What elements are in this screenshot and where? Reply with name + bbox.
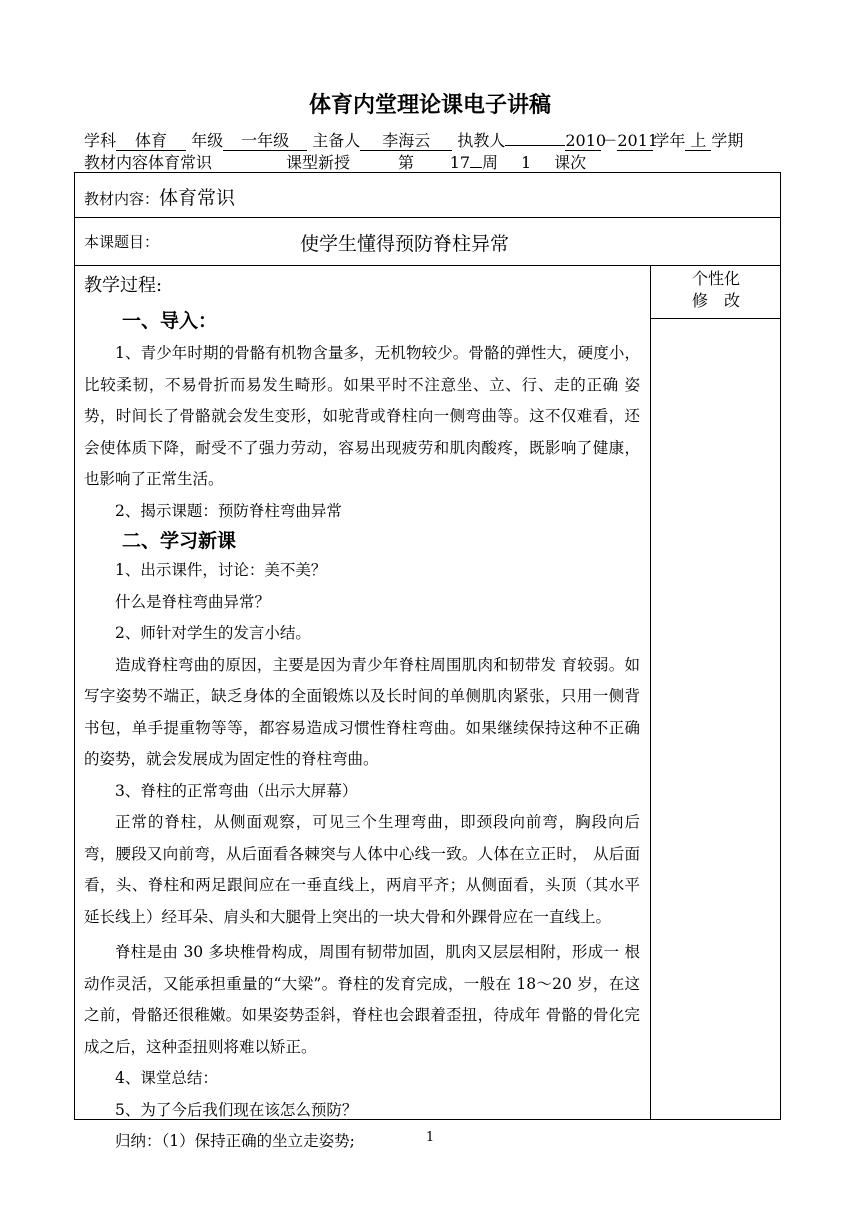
teacher-value (505, 145, 565, 146)
year-start: 2010 (565, 131, 607, 150)
lesson-label: 课次 (554, 153, 587, 172)
column-divider (650, 265, 651, 1120)
meta-line-1 (84, 128, 784, 151)
row2-value: 使学生懂得预防脊柱异常 (300, 233, 510, 255)
paragraph-8: 正常的脊柱，从侧面观察，可见三个生理弯曲，即颈段向前弯，胸段向后弯，腰段又向前弯，从后面看各棘突与人体中心线一致。人体在立正时， 从后面看，头、脊柱和两足跟间应在一垂直线上，两肩平齐；从侧面看，头顶（其水平延长线上）经耳朵、肩头和大腿骨上突出的一块大骨和外踝骨应在一直线上。 (84, 813, 640, 926)
subject-value: 体育 (116, 131, 186, 151)
preparer-value: 李海云 (360, 131, 452, 151)
lesson-value: 1 (498, 153, 554, 173)
row1-label: 教材内容： (84, 190, 160, 208)
year-dash: － (601, 131, 618, 150)
teaching-process (84, 268, 640, 1158)
grade-value: 一年级 (223, 131, 307, 151)
week-value: 17 (414, 153, 470, 173)
content-value: 体育常识 (148, 153, 278, 173)
semester-label: 学期 (711, 131, 744, 150)
content-label: 教材内容 (84, 153, 149, 172)
row-content (84, 183, 235, 210)
week-label: 周 (482, 153, 499, 172)
paragraph-5: 2、师针对学生的发言小结。 (115, 624, 311, 642)
paragraph-6: 造成脊柱弯曲的原因，主要是因为青少年脊柱周围肌肉和韧带发 育较弱。如写字姿势不端正，缺乏身体的全面锻炼以及长时间的单侧肌肉紧张，只用一侧背书包，单手提重物等等，都容易造成习惯性脊柱弯曲。如果继续保持这种不正确的姿势，就会发展成为固定性的脊柱弯曲。 (84, 655, 640, 768)
paragraph-7: 3、脊柱的正常弯曲（出示大屏幕） (115, 781, 358, 800)
section-heading-1: 一、导入： (122, 310, 218, 332)
meta-line-2 (84, 150, 784, 173)
year-end: 2011 (617, 131, 659, 150)
paragraph-11: 5、为了今后我们现在该怎么预防？ (115, 1100, 358, 1119)
row2-label: 本课题目： (84, 233, 160, 251)
side-divider (650, 318, 781, 319)
page-title: 体育内堂理论课电子讲稿 (308, 93, 551, 118)
year-label: 学年 (653, 131, 686, 150)
grade-label: 年级 (191, 131, 224, 150)
subject-label: 学科 (84, 131, 117, 150)
preparer-label: 主备人 (312, 131, 361, 150)
paragraph-10: 4、课堂总结： (115, 1069, 218, 1087)
side-line-2: 修 改 (691, 291, 740, 310)
side-header (652, 268, 780, 312)
paragraph-4: 什么是脊柱弯曲异常？ (115, 592, 271, 611)
lesson-type-label: 课型 (286, 153, 319, 172)
row1-value: 体育常识 (159, 187, 236, 209)
paragraph-9: 脊柱是由 30 多块椎骨构成，周围有韧带加固，肌肉又层层相附，形成一 根动作灵活，又能承担重量的“大梁”。脊柱的发育完成，一般在 18～20 岁，在这之前，骨骼还很稚嫩。如果姿势歪斜，脊柱也会跟着歪扭，待成年 骨骼的骨化完成之后，这种歪扭则将难以矫正。 (84, 943, 640, 1056)
row-divider-1 (74, 217, 781, 218)
teacher-label: 执教人 (457, 131, 506, 150)
section-heading-2: 二、学习新课 (122, 530, 237, 552)
paragraph-1: 1、青少年时期的骨骼有机物含量多，无机物较少。骨骼的弹性大，硬度小， 比较柔韧，不易骨折而易发生畸形。如果平时不注意坐、立、行、走的正确 姿势，时间长了骨骼就会发生变形，如驼背或脊柱向一侧弯曲等。这不仅难看，还会使体质下降，耐受不了强力劳动，容易出现疲劳和肌肉酸疼，既影响了健康，也影响了正常生活。 (84, 344, 640, 488)
row-divider-2 (74, 265, 781, 266)
side-line-1: 个性化 (691, 269, 740, 288)
page-number: 1 (425, 1130, 435, 1145)
week-prefix: 第 (398, 153, 415, 172)
semester-value: 上 (685, 131, 711, 151)
lesson-type-value: 新授 (318, 153, 398, 173)
paragraph-2: 2、揭示课题：预防脊柱弯曲异常 (115, 501, 342, 520)
paragraph-3: 1、出示课件，讨论：美不美？ (115, 561, 327, 579)
paragraph-12: 归纳：（1）保持正确的坐立走姿势; (115, 1132, 355, 1150)
process-label: 教学过程: (84, 275, 163, 296)
